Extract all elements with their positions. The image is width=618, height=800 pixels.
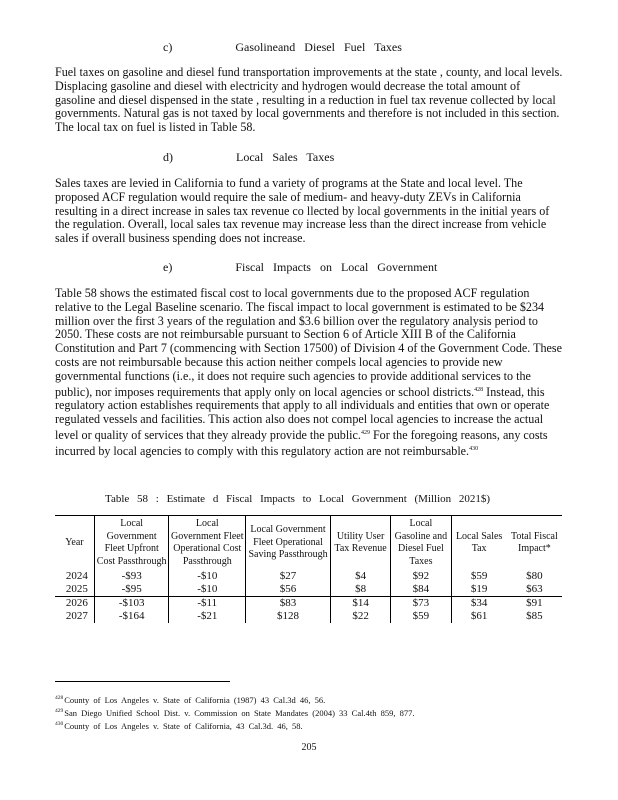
table-row — [55, 583, 562, 597]
cell-total: $91 — [507, 597, 562, 611]
paragraph-text: Table 58 shows the estimated fiscal cost to local governments due to the proposed ACF regulation relative to the Legal Baseline scenario. The fiscal impact to local government is estimated to be $234 million over the first 3 years of the regulation and $3.6 billion over the regulatory analysis period to 2050. These costs are not reimbursable pursuant to Section 6 of Article XIII B of the California Constitution and Part 7 (commencing with Section 17500) of Division 4 of the Government Code. These costs are not reimbursable because this action neither compels local agencies to provide new governmental functions (i.e., it does not require such agencies to provide additional services to the public), nor imposes requirements that apply only on local agencies or school districts. — [55, 286, 562, 399]
footnote-ref[interactable]: 428 — [474, 386, 484, 393]
cell-operational: -$10 — [169, 583, 246, 597]
cell-upfront: -$164 — [94, 610, 169, 623]
cell-saving: $83 — [246, 597, 331, 611]
cell-utility: $22 — [330, 610, 390, 623]
paragraph-text: For the foregoing reasons, any costs incurred by local agencies to comply with this regulatory action are not reimbursable. — [55, 428, 548, 458]
header-sales-tax: Local Sales Tax — [455, 530, 503, 554]
page-number: 205 — [301, 742, 317, 753]
cell-operational: -$21 — [169, 610, 246, 623]
cell-total: $80 — [526, 570, 543, 582]
footnote-number: 428 — [55, 695, 64, 702]
footnote-number: 429 — [55, 708, 64, 715]
cell-year: 2025 — [55, 583, 94, 597]
header-operational-saving: Local Government Fleet Operational Saving Passthrough — [246, 516, 331, 571]
footnote-428 — [55, 695, 325, 705]
footnote-text: San Diego Unified School Dist. v. Commission on State Mandates (2004) 33 Cal.4th 859, 877. — [64, 708, 415, 718]
cell-sales: $61 — [470, 610, 488, 622]
cell-saving: $128 — [246, 610, 331, 623]
cell-operational: -$11 — [169, 597, 246, 611]
cell-upfront: -$103 — [94, 597, 169, 611]
footnote-text: County of Los Angeles v. State of California (1987) 43 Cal.3d 46, 56. — [64, 695, 326, 705]
section-label: d) — [163, 150, 173, 164]
cell-utility: $14 — [330, 597, 390, 611]
cell-saving: $56 — [246, 583, 331, 597]
table-caption: Table 58 : Estimate d Fiscal Impacts to Local Government (Million 2021$) — [105, 493, 491, 505]
section-title: Gasolineand Diesel Fuel Taxes — [235, 40, 402, 54]
footnote-430 — [55, 721, 303, 731]
cell-year: 2024 — [55, 570, 94, 583]
section-heading-fuel-taxes — [163, 40, 402, 55]
cell-utility: $4 — [330, 570, 390, 583]
footnote-429 — [55, 708, 414, 718]
header-operational-cost: Local Government Fleet Operational Cost Passthrough — [169, 516, 246, 571]
section-title: Local Sales Taxes — [236, 150, 335, 164]
cell-operational: -$10 — [169, 570, 246, 583]
section-title: Fiscal Impacts on Local Government — [235, 260, 438, 274]
cell-utility: $8 — [330, 583, 390, 597]
paragraph-sales-taxes: Sales taxes are levied in California to fund a variety of programs at the State and local level. The proposed ACF regulation would require the sale of medium- and heavy-duty ZEVs in California resulting in a direct increase in sales tax revenue co llected by local governments in the initial years of the regulation. Overall, local sales tax revenue may increase less than the direct increase from vehicle sales if overall business spending does not increase. — [55, 176, 550, 246]
footnote-text: County of Los Angeles v. State of California, 43 Cal.3d. 46, 58. — [64, 721, 303, 731]
cell-total: $63 — [526, 583, 543, 595]
table-row — [55, 597, 562, 611]
cell-year: 2026 — [55, 597, 94, 611]
section-heading-sales-taxes — [163, 150, 334, 165]
cell-upfront: -$95 — [94, 583, 169, 597]
cell-gasoline: $92 — [391, 570, 451, 583]
footnote-number: 430 — [55, 721, 64, 728]
paragraph-fuel-taxes: Fuel taxes on gasoline and diesel fund transportation improvements at the state , county, and local levels. Displacing gasoline and diesel with electricity and hydrogen would decrease the total amount of gasoline and diesel dispensed in the state , resulting in a reduction in fuel tax revenue collected by local governments. Natural gas is not taxed by local governments and therefore is not included in this section. The local tax on fuel is listed in Table 58. — [55, 65, 563, 135]
footnote-ref[interactable]: 430 — [469, 445, 479, 452]
fiscal-impacts-table — [55, 515, 562, 623]
cell-sales: $19 — [470, 583, 488, 595]
footnote-ref[interactable]: 429 — [360, 430, 370, 436]
cell-total: $85 — [526, 610, 543, 622]
cell-sales: $34 — [451, 597, 507, 611]
paragraph-text: Instead, this regulatory action establishes requirements that apply to all individuals and entities that own or operate regulated vessels and facilities. This action also does not compel local agencies to increase the actual level or quality of services that they already provide the public. — [55, 384, 550, 443]
cell-sales: $59 — [470, 570, 488, 582]
cell-gasoline: $73 — [391, 597, 451, 611]
header-total-impact: Total Fiscal Impact* — [510, 530, 558, 554]
footnote-divider — [55, 681, 230, 682]
header-year: Year — [55, 516, 94, 571]
cell-gasoline: $59 — [391, 610, 451, 623]
cell-upfront: -$93 — [94, 570, 169, 583]
header-utility-tax: Utility User Tax Revenue — [330, 516, 390, 571]
cell-gasoline: $84 — [391, 583, 451, 597]
cell-saving: $27 — [246, 570, 331, 583]
table-row — [55, 570, 562, 583]
table-row — [55, 610, 562, 623]
section-label: c) — [163, 40, 173, 54]
section-label: e) — [163, 260, 173, 274]
header-fuel-taxes: Local Gasoline and Diesel Fuel Taxes — [391, 516, 451, 571]
cell-year: 2027 — [55, 610, 94, 623]
section-heading-fiscal-impacts — [163, 260, 437, 275]
table-header-row — [55, 516, 562, 571]
header-upfront-cost: Local Government Fleet Upfront Cost Passthrough — [94, 516, 169, 571]
paragraph-fiscal-impacts — [55, 287, 563, 459]
